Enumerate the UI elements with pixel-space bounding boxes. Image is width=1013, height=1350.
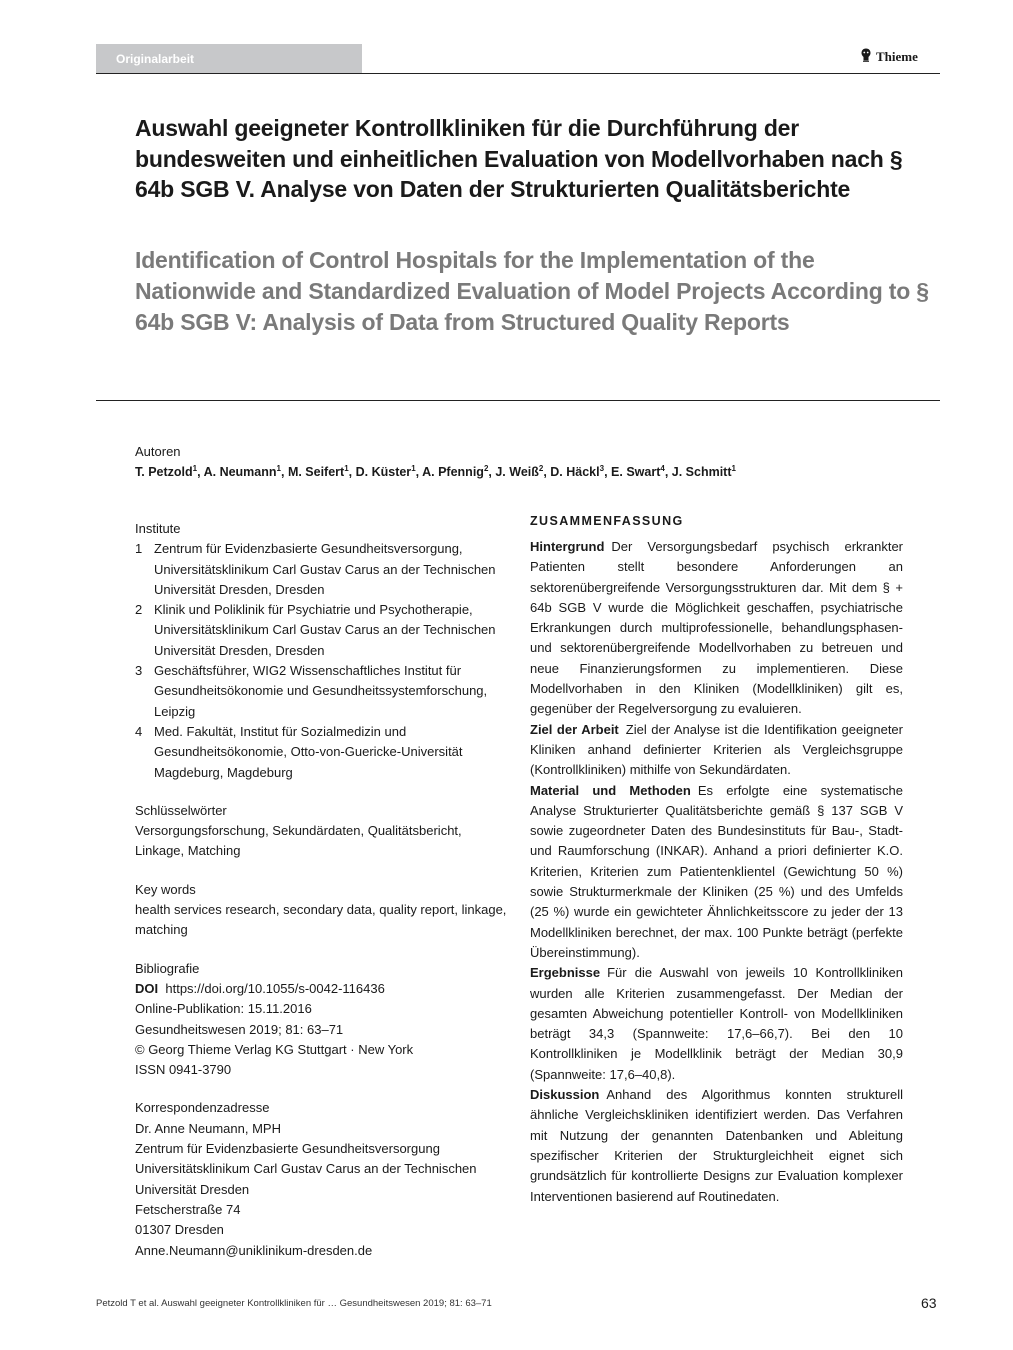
abstract-section-label: Hintergrund	[530, 539, 605, 554]
authors-list: T. Petzold$^1$, A. Neumann$^1$, M. Seifert$^1$, D. Küster$^1$, A. Pfennig$^2$, J. Weiß$^2$, D. Häckl$^3$, E. Swart$^4$, J. Schmitt$^1$	[135, 463, 736, 479]
copyright: © Georg Thieme Verlag KG Stuttgart · New York	[135, 1041, 414, 1057]
abstract-section-text: Es erfolgte eine systematische Analyse Strukturierter Qualitätsberichte gemäß § 137 SGB V sowie zugeordneter Daten des Bundesinstituts für Bau-, Stadt- und Raumforschung (INKAR). Anhand a priori definierter K.O. Kriterien, Kriterien zum Patientenklientel (Gewichtung 50 %) sowie Strukturmerkmale der Kliniken (25 %) und des Umfelds (25 %) wurde ein gewichteter Ähnlichkeitsscore zu jeder der 13 Modellkliniken berechnet, der max. 100 Punkte beträgt (perfekte Übereinstimmung).	[530, 782, 903, 960]
abstract-section	[530, 1085, 903, 1207]
institute-number: 2	[135, 602, 143, 618]
title-divider	[96, 400, 940, 401]
author-name: A. Neumann	[203, 465, 277, 479]
page-number: 63	[921, 1295, 937, 1311]
issn: ISSN 0941-3790	[135, 1062, 232, 1078]
author-name: A. Pfennig	[422, 465, 484, 479]
author-name: M. Seifert	[287, 465, 345, 479]
author-name: D. Häckl	[550, 465, 600, 479]
abstract-section	[530, 963, 903, 1085]
author-name: J. Schmitt	[671, 465, 732, 479]
keywords-de-text: Versorgungsforschung, Sekundärdaten, Qualitätsbericht, Linkage, Matching	[135, 823, 462, 859]
footer-citation: Petzold T et al. Auswahl geeigneter Kontrollkliniken für … Gesundheitswesen 2019; 81: 63–71	[96, 1298, 492, 1309]
author-affiliation: 1	[344, 463, 349, 473]
title-german: Auswahl geeigneter Kontrollkliniken für die Durchführung der bundesweiten und einheitlichen Evaluation von Modellvorhaben nach § 64b SGB V. Analyse von Daten der Strukturierten Qualitätsberichte	[135, 115, 903, 202]
header-divider	[96, 73, 940, 74]
abstract-section-label: Material und Methoden	[530, 782, 691, 798]
online-publication: Online-Publikation: 15.11.2016	[135, 1001, 312, 1017]
authors-label: Autoren	[135, 444, 181, 459]
abstract-section-label: Ziel der Arbeit	[530, 721, 619, 737]
author-affiliation: 1	[731, 463, 736, 473]
institutes-list	[135, 539, 510, 783]
author-affiliation: 1	[276, 463, 281, 473]
correspondence-heading: Korrespondenzadresse	[135, 1100, 270, 1116]
abstract-section	[530, 781, 903, 964]
abstract-section-text: Anhand des Algorithmus konnten strukturell ähnliche Vergleichskliniken identifiziert werden. Das Verfahren mit Nutzung der genannten Datenbanken und Ableitung spezifischer Kriterien der Strukturgleichheit eignet sich grundsätzlich für kontrollierte Designs zur Evaluation komplexer Interventionen basierend auf Routinedaten.	[530, 1087, 903, 1204]
institute-number: 1	[135, 541, 143, 557]
abstract-heading: ZUSAMMENFASSUNG	[530, 514, 684, 528]
institute-text: Klinik und Poliklinik für Psychiatrie und Psychotherapie, Universitätsklinikum Carl Gustav Carus an der Technischen Universität Dresden, Dresden	[154, 602, 496, 658]
author-name: T. Petzold	[135, 465, 193, 479]
metadata-column	[135, 519, 510, 1261]
publisher-name: Thieme	[876, 49, 918, 64]
title-english: Identification of Control Hospitals for the Implementation of the Nationwide and Standardized Evaluation of Model Projects According to § 64b SGB V: Analysis of Data from Structured Quality Reports	[135, 247, 929, 335]
author-name: E. Swart	[611, 465, 661, 479]
institute-item	[135, 722, 510, 783]
institute-item	[135, 600, 510, 661]
author-affiliation: 2	[483, 463, 489, 473]
publisher-logo	[860, 47, 918, 67]
correspondence-email[interactable]: Anne.Neumann@uniklinikum-dresden.de	[135, 1242, 373, 1258]
institutes-heading: Institute	[135, 521, 181, 536]
correspondence-city: 01307 Dresden	[135, 1222, 224, 1238]
correspondence-name: Dr. Anne Neumann, MPH	[135, 1120, 281, 1136]
abstract-section-label: Ergebnisse	[530, 965, 601, 981]
keywords-en-heading: Key words	[135, 881, 196, 897]
author-name: D. Küster	[355, 465, 412, 479]
journal-citation: Gesundheitswesen 2019; 81: 63–71	[135, 1021, 344, 1037]
thieme-emblem-icon	[860, 48, 872, 66]
abstract-section-text: Für die Auswahl von jeweils 10 Kontrollkliniken wurden alle Kriterien zusammengefasst. Der Median der gesamten Abweichung potentieller Kontroll- von Modellkliniken beträgt 34,3 (Spannweite: 17,6–66,7). Bei den 10 Kontrollkliniken je Modellklinik beträgt der Median 30,9 (Spannweite: 17,6–40,8).	[530, 965, 903, 1082]
abstract-section-text: Ziel der Analyse ist die Identifikation geeigneter Kliniken anhand definierter Kriterien als Vergleichsgruppe (Kontrollkliniken) mithilfe von Sekundärdaten.	[530, 721, 903, 778]
institute-number: 4	[135, 723, 143, 739]
abstract-section-label: Diskussion	[530, 1087, 600, 1103]
author-affiliation: 1	[192, 463, 198, 473]
abstract-column	[530, 513, 903, 1207]
abstract-body	[530, 537, 903, 1207]
author-affiliation: 3	[599, 463, 605, 473]
author-affiliation: 1	[411, 463, 416, 473]
bibliography-heading: Bibliografie	[135, 960, 200, 976]
abstract-section	[530, 720, 903, 781]
author-affiliation: 2	[538, 463, 544, 473]
doi-link[interactable]: https://doi.org/10.1055/s-0042-116436	[165, 980, 385, 996]
institute-text: Med. Fakultät, Institut für Sozialmedizin und Gesundheitsökonomie, Otto-von-Guericke-Universität Magdeburg, Magdeburg	[154, 723, 463, 780]
institute-item	[135, 539, 510, 600]
abstract-section-text: Der Versorgungsbedarf psychisch erkrankter Patienten stellt besondere Anforderungen an sektorenübergreifende Versorgungsstrukturen dar. Mit dem § + 64b SGB V wurde die Möglichkeit geschaffen, psychiatrische Erkrankungen durch multiprofessionelle, behandlungsphasen- und sektorenübergreifende Modellvorhaben zu betreuen und neue Finanzierungsformen zu implementieren. Diese Modellvorhaben in den Kliniken (Modellkliniken) gilt es, gegenüber der Regelversorgung zu evaluieren.	[530, 539, 903, 717]
institute-number: 3	[135, 663, 143, 679]
correspondence-university: Universitätsklinikum Carl Gustav Carus an der Technischen Universität Dresden	[135, 1161, 477, 1197]
keywords-de-heading: Schlüsselwörter	[135, 802, 227, 818]
abstract-section	[530, 537, 903, 720]
doi-label: DOI	[135, 980, 159, 996]
author-affiliation: 4	[660, 463, 665, 473]
keywords-en-text: health services research, secondary data, quality report, linkage, matching	[135, 902, 507, 938]
article-type-badge: Originalarbeit	[96, 44, 362, 74]
correspondence-street: Fetscherstraße 74	[135, 1201, 241, 1217]
institute-text: Geschäftsführer, WIG2 Wissenschaftliches Institut für Gesundheitsökonomie und Gesundheitssystemforschung, Leipzig	[154, 663, 488, 719]
author-name: J. Weiß	[495, 465, 539, 479]
doi-line	[135, 979, 510, 999]
institute-text: Zentrum für Evidenzbasierte Gesundheitsversorgung, Universitätsklinikum Carl Gustav Carus an der Technischen Universität Dresden, Dresden	[154, 541, 496, 597]
correspondence-institution: Zentrum für Evidenzbasierte Gesundheitsversorgung	[135, 1141, 440, 1157]
institute-item	[135, 661, 510, 722]
